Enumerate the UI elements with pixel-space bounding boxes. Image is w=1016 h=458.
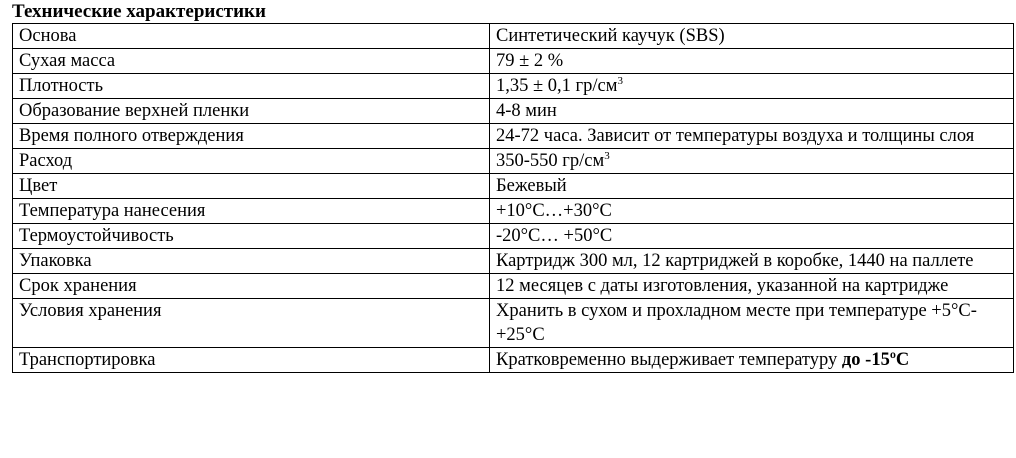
row-label: Время полного отверждения [13,124,490,149]
row-label: Термоустойчивость [13,224,490,249]
row-label: Транспортировка [13,348,490,373]
row-label: Температура нанесения [13,199,490,224]
row-label: Условия хранения [13,299,490,348]
table-row [13,249,1014,274]
row-label: Расход [13,149,490,174]
row-value: Хранить в сухом и прохладном месте при температуре +5°С-+25°С [490,299,1014,348]
row-label: Цвет [13,174,490,199]
row-label: Основа [13,24,490,49]
table-row [13,99,1014,124]
row-label: Плотность [13,74,490,99]
superscript: 3 [604,150,610,162]
table-row [13,224,1014,249]
spec-section [12,1,1013,373]
value-text: 1,35 ± 0,1 гр/см [496,76,618,96]
row-label: Образование верхней пленки [13,99,490,124]
row-value: 12 месяцев с даты изготовления, указанной на картридже [490,274,1014,299]
table-row [13,348,1014,373]
table-row [13,174,1014,199]
table-row [13,74,1014,99]
table-row [13,49,1014,74]
superscript: 3 [617,75,623,87]
section-title: Технические характеристики [12,1,266,22]
row-label: Срок хранения [13,274,490,299]
row-value: Синтетический каучук (SBS) [490,24,1014,49]
spec-table [12,23,1014,373]
row-label: Упаковка [13,249,490,274]
row-value: 24-72 часа. Зависит от температуры воздуха и толщины слоя [490,124,1014,149]
table-row [13,149,1014,174]
table-row [13,299,1014,348]
row-value: 79 ± 2 % [490,49,1014,74]
row-value: 4-8 мин [490,99,1014,124]
value-text: 350-550 гр/см [496,151,605,171]
bold-value: до -15ºС [841,350,910,370]
row-value [490,149,1014,174]
table-row [13,24,1014,49]
table-row [13,199,1014,224]
table-row [13,274,1014,299]
row-value [490,74,1014,99]
value-text: Кратковременно выдерживает температуру [496,350,842,370]
row-value: Бежевый [490,174,1014,199]
row-value: Картридж 300 мл, 12 картриджей в коробке, 1440 на паллете [490,249,1014,274]
row-label: Сухая масса [13,49,490,74]
table-row [13,124,1014,149]
row-value: +10°С…+30°С [490,199,1014,224]
row-value [490,348,1014,373]
row-value: -20°С… +50°С [490,224,1014,249]
